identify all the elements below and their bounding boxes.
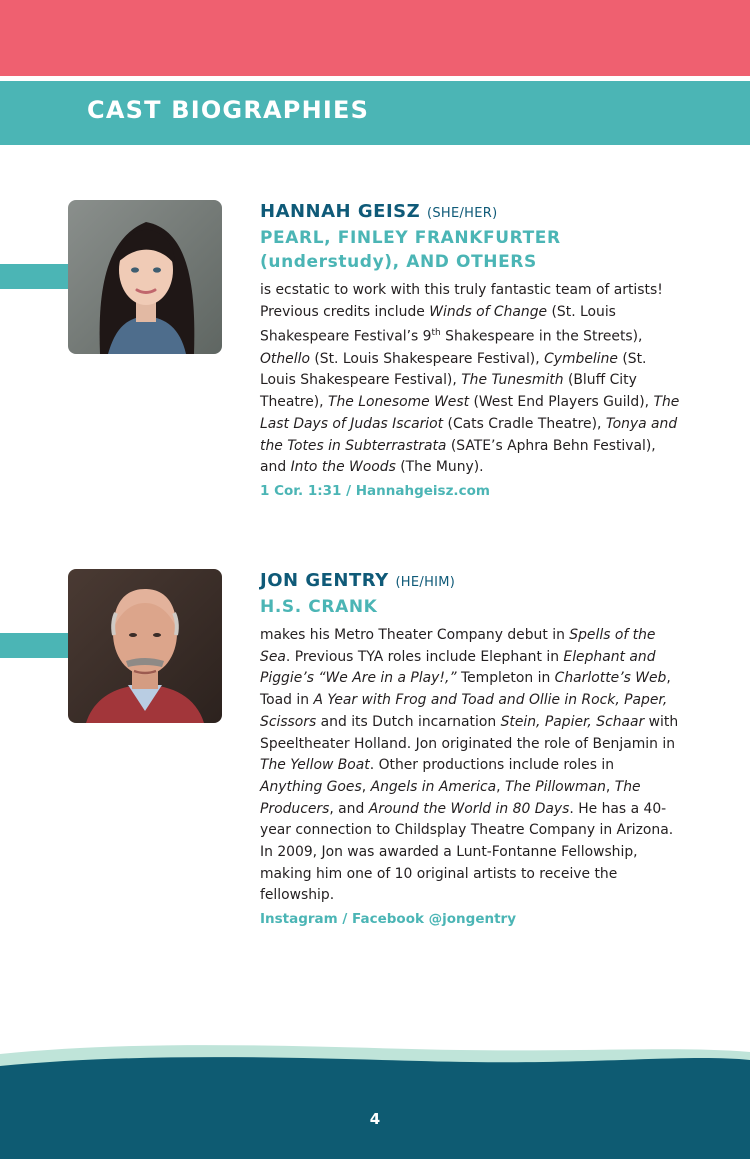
character-role: PEARL, FINLEY FRANKFURTER (understudy), AND OTHERS [260, 228, 561, 272]
top-color-band [0, 0, 750, 76]
actor-name [260, 200, 680, 226]
bio-text: is ecstatic to work with this truly fantastic team of artists! Previous credits include Winds of Change (St. Louis Shakespeare Festival’s 9th Shakespeare in the Streets), Othello (St. Louis Shakespeare Festival), Cymbeline (St. Louis Shakespeare Festival), The Tunesmith (Bluff City Theatre), The Lonesome West (West End Players Guild), The Last Days of Judas Iscariot (Cats Cradle Theatre), Tonya and the Totes in Subterrastrata (SATE’s Aphra Behn Festival), and Into the Woods (The Muny). [260, 282, 680, 476]
headshot-jon-gentry [68, 569, 222, 723]
actor-name-text: HANNAH GEISZ [260, 201, 421, 222]
pronouns: (HE/HIM) [395, 575, 456, 590]
social-link[interactable]: Instagram / Facebook @jongentry [260, 911, 517, 928]
actor-name [260, 569, 680, 595]
social-link[interactable]: 1 Cor. 1:31 / Hannahgeisz.com [260, 482, 490, 499]
portrait-man-icon [68, 569, 222, 723]
headshot-hannah-geisz [68, 200, 222, 354]
section-tab-marker [0, 264, 68, 289]
bio-text: makes his Metro Theater Company debut in Spells of the Sea. Previous TYA roles include Elephant in Elephant and Piggie’s “We Are in a Play!,” Templeton in Charlotte’s Web, Toad in A Year with Frog and Toad and Ollie in Rock, Paper, Scissors and its Dutch incarnation Stein, Papier, Schaar with Speeltheater Holland. Jon originated the role of Benjamin in The Yellow Boat. Other productions include roles in Anything Goes, Angels in America, The Pillowman, The Producers, and Around the World in 80 Days. He has a 40-year connection to Childsplay Theatre Company in Arizona. In 2009, Jon was awarded a Lunt-Fontanne Fellowship, making him one of 10 original artists to receive the fellowship. [260, 627, 679, 904]
pronouns: (SHE/HER) [426, 206, 498, 221]
page-title: CAST BIOGRAPHIES [87, 96, 370, 124]
bio-jon-gentry [260, 569, 680, 927]
section-tab-marker [0, 633, 68, 658]
actor-name-text: JON GENTRY [260, 570, 389, 591]
bio-hannah-geisz [260, 200, 680, 499]
footer-wave [0, 1040, 750, 1159]
portrait-woman-icon [68, 200, 222, 354]
page-number: 4 [369, 1110, 381, 1128]
character-role: H.S. CRANK [260, 597, 378, 617]
